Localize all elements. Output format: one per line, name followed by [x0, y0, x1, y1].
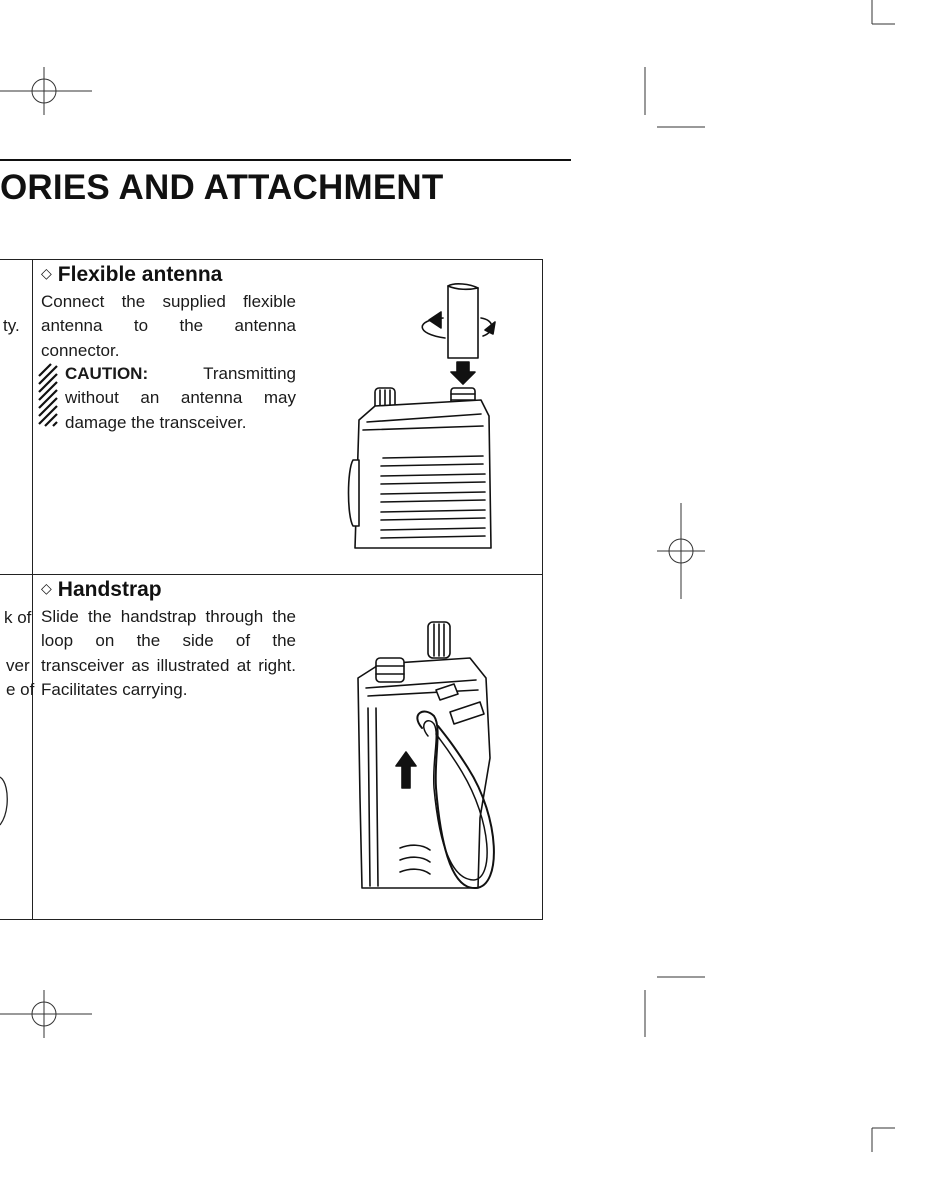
heading-text: Handstrap: [57, 578, 162, 601]
page-title: ORIES AND ATTACHMENT: [0, 168, 444, 207]
heading-text: Flexible antenna: [57, 263, 223, 286]
caution-note: [65, 362, 296, 435]
flexible-antenna-body: Connect the supplied flexible antenna to the antenna connector.: [41, 292, 296, 360]
left-fragment: ver: [6, 656, 30, 675]
registration-mark-right: [657, 503, 705, 599]
registration-mark-top-left: [0, 67, 92, 115]
handstrap-body: Slide the handstrap through the loop on the side of the transceiver as illustrated at right. Facilitates carrying.: [41, 607, 296, 699]
diamond-icon: ◇: [41, 580, 52, 596]
antenna-attachment-illustration: [345, 280, 535, 550]
diamond-icon: ◇: [41, 265, 52, 281]
left-fragment: ty.: [3, 316, 20, 335]
registration-mark-bottom-left: [0, 990, 92, 1038]
left-fragment: k of: [4, 608, 32, 627]
left-fragment: e of: [6, 680, 35, 699]
section-heading-flexible-antenna: [41, 263, 222, 287]
cut-off-illustration-edge: [0, 775, 12, 835]
section-heading-handstrap: [41, 578, 162, 602]
title-rule: [0, 159, 571, 161]
column-divider: [32, 259, 33, 920]
caution-text: Transmitting without an antenna may damage the transceiver.: [65, 364, 296, 432]
caution-hatch-icon: [39, 364, 59, 428]
handstrap-illustration: [350, 618, 510, 890]
caution-label: CAUTION:: [65, 364, 149, 383]
